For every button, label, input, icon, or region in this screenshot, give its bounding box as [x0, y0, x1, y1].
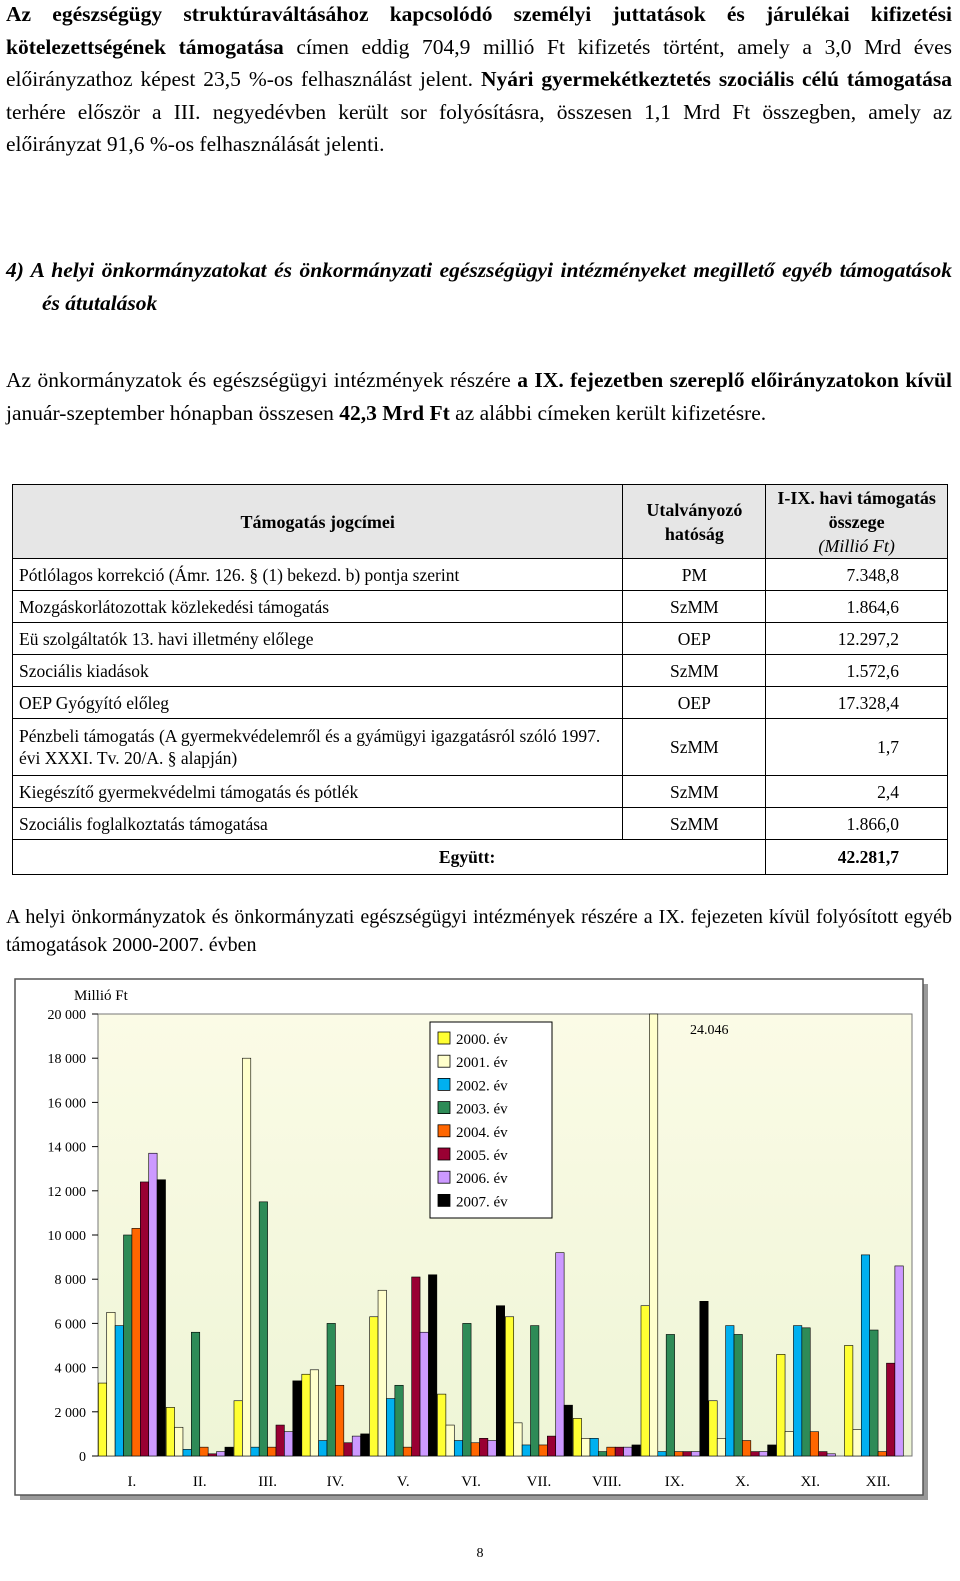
bar — [666, 1334, 674, 1456]
bar — [691, 1452, 699, 1456]
text-span: terhére először a III. negyedévben került sor folyósításra, összesen 1,1 Mrd Ft összegben, amely az előirányzat 91,6 %-os felhasználását jelenti. — [6, 99, 952, 156]
row-amount: 1.866,0 — [766, 808, 948, 840]
bar — [302, 1374, 310, 1456]
bar — [378, 1290, 386, 1456]
bar — [870, 1330, 878, 1456]
bar — [598, 1452, 606, 1456]
y-tick-label: 20 000 — [47, 1008, 86, 1023]
bar — [370, 1317, 378, 1456]
paragraph-summary — [6, 0, 952, 161]
page-number: 8 — [476, 1546, 484, 1561]
row-label: Pénzbeli támogatás (A gyermekvédelemről és a gyámügyi igazgatásról szóló 1997. évi XXXI. Tv. 20/A. § alapján) — [13, 719, 623, 776]
text-span: január-szeptember hónapban összesen — [6, 400, 340, 425]
bar — [361, 1434, 369, 1456]
bar — [547, 1436, 555, 1456]
bar — [531, 1326, 539, 1456]
row-amount: 7.348,8 — [766, 559, 948, 591]
legend-swatch — [438, 1102, 450, 1114]
total-amount: 42.281,7 — [766, 840, 948, 875]
bar — [878, 1452, 886, 1456]
x-tick-label: XII. — [865, 1474, 891, 1490]
bar — [742, 1441, 750, 1456]
legend-entry: 2000. év — [456, 1032, 508, 1048]
bar — [310, 1370, 318, 1456]
bar — [471, 1443, 479, 1456]
y-tick-label: 2 000 — [54, 1405, 86, 1421]
row-amount: 1.572,6 — [766, 655, 948, 687]
row-authority: SzMM — [623, 591, 766, 623]
bar — [649, 1014, 657, 1456]
annotation-label: 24.046 — [690, 1023, 729, 1038]
bar — [886, 1363, 894, 1456]
row-amount: 17.328,4 — [766, 687, 948, 719]
row-authority: SzMM — [623, 808, 766, 840]
bold-phrase-summer-meals: Nyári gyermekétkeztetés szociális célú támogatása — [480, 67, 952, 91]
header-amount-label: I-IX. havi támogatás összege — [777, 487, 936, 532]
bar — [446, 1425, 454, 1456]
y-tick-label: 0 — [79, 1450, 86, 1465]
bar — [709, 1401, 717, 1456]
table-header-row — [13, 485, 948, 559]
bar — [140, 1182, 148, 1456]
bar — [352, 1436, 360, 1456]
row-authority: SzMM — [623, 719, 766, 776]
bar — [632, 1445, 640, 1456]
bar — [700, 1301, 708, 1456]
row-authority: OEP — [623, 687, 766, 719]
bar — [412, 1277, 420, 1456]
row-label: Mozgáskorlátozottak közlekedési támogatás — [13, 591, 623, 623]
row-amount: 12.297,2 — [766, 623, 948, 655]
bar — [225, 1447, 233, 1456]
bar — [810, 1432, 818, 1456]
header-amount — [766, 485, 948, 559]
row-label: Eü szolgáltatók 13. havi illetmény előlege — [13, 623, 623, 655]
x-tick-label: II. — [192, 1474, 207, 1490]
bar — [107, 1312, 115, 1456]
row-label: Szociális foglalkoztatás támogatása — [13, 808, 623, 840]
bar — [183, 1449, 191, 1456]
text-span: Az önkormányzatok és egészségügyi intézmények részére — [6, 368, 518, 392]
y-tick-label: 14 000 — [47, 1140, 86, 1156]
bar — [802, 1328, 810, 1456]
bar — [844, 1346, 852, 1457]
bar — [827, 1454, 835, 1456]
row-authority: PM — [623, 559, 766, 591]
y-tick-label: 10 000 — [47, 1229, 86, 1244]
bar — [505, 1317, 513, 1456]
table-row — [13, 655, 948, 687]
header-authority: Utalványozó hatóság — [623, 485, 766, 559]
bar — [556, 1253, 564, 1456]
bar — [819, 1452, 827, 1456]
bar — [895, 1266, 903, 1456]
bar — [115, 1326, 123, 1456]
legend-swatch — [438, 1194, 450, 1206]
row-authority: SzMM — [623, 776, 766, 808]
bar — [335, 1385, 343, 1456]
x-tick-label: IX. — [664, 1474, 685, 1490]
x-tick-label: V. — [396, 1474, 410, 1490]
text-span: az alábbi címeken került kifizetésre. — [449, 400, 767, 425]
y-axis-label: Millió Ft — [74, 988, 128, 1004]
bar — [514, 1423, 522, 1456]
bar — [166, 1407, 174, 1456]
bar — [777, 1354, 785, 1456]
bar — [658, 1452, 666, 1456]
bar — [437, 1394, 445, 1456]
bar — [344, 1443, 352, 1456]
legend-entry: 2003. év — [456, 1101, 508, 1118]
table-row — [13, 719, 948, 776]
bar — [395, 1385, 403, 1456]
legend-swatch — [438, 1078, 450, 1090]
bar — [284, 1432, 292, 1456]
bar — [132, 1228, 140, 1456]
row-label: Kiegészítő gyermekvédelmi támogatás és pótlék — [13, 776, 623, 808]
header-title: Támogatás jogcímei — [13, 485, 623, 559]
bar — [420, 1332, 428, 1456]
legend-entry: 2006. év — [456, 1171, 508, 1188]
bar — [564, 1405, 572, 1456]
bar — [157, 1180, 165, 1456]
bar — [853, 1429, 861, 1456]
bar — [268, 1447, 276, 1456]
bar — [242, 1058, 250, 1456]
bold-phrase-structural-change: Az egészségügy struktúraváltásához kapcsolódó személyi juttatások és járulékai kifizetési kötelezettségének támogatása — [6, 2, 952, 59]
x-tick-label: XI. — [800, 1474, 821, 1490]
bar — [615, 1447, 623, 1456]
row-authority: SzMM — [623, 655, 766, 687]
legend-swatch — [438, 1125, 450, 1137]
bar — [327, 1323, 335, 1456]
bar — [590, 1438, 598, 1456]
bar — [217, 1452, 225, 1456]
x-tick-label: IV. — [326, 1474, 345, 1490]
table-row — [13, 808, 948, 840]
bar — [479, 1438, 487, 1456]
y-tick-label: 12 000 — [47, 1184, 86, 1200]
x-tick-label: X. — [735, 1474, 750, 1490]
legend-swatch — [438, 1055, 450, 1067]
support-table — [12, 484, 948, 875]
row-amount: 1.864,6 — [766, 591, 948, 623]
legend-swatch — [438, 1148, 450, 1160]
bold-phrase: a IX. fejezetben szereplő előirányzatokon kívül — [517, 368, 952, 392]
bar — [463, 1323, 471, 1456]
chart-container — [14, 978, 934, 1508]
bar — [124, 1235, 132, 1456]
legend-box — [430, 1022, 552, 1218]
bar — [191, 1332, 199, 1456]
bar — [683, 1452, 691, 1456]
table-row — [13, 687, 948, 719]
row-amount: 1,7 — [766, 719, 948, 776]
bar — [861, 1255, 869, 1456]
bar — [726, 1326, 734, 1456]
legend-entry: 2002. év — [456, 1078, 508, 1095]
bar — [641, 1306, 649, 1456]
table-total-row — [13, 840, 948, 875]
bar — [751, 1452, 759, 1456]
row-label: OEP Gyógyító előleg — [13, 687, 623, 719]
bar — [624, 1447, 632, 1456]
legend-swatch — [438, 1032, 450, 1044]
legend-entry: 2005. év — [456, 1148, 508, 1164]
bar — [539, 1445, 547, 1456]
legend-entry: 2001. év — [456, 1055, 508, 1072]
bar — [403, 1447, 411, 1456]
bold-amount: 42,3 Mrd Ft — [339, 400, 450, 425]
x-tick-label: III. — [258, 1474, 277, 1490]
row-label: Pótlólagos korrekció (Ámr. 126. § (1) bekezd. b) pontja szerint — [13, 559, 623, 591]
table-body — [13, 559, 948, 875]
y-tick-label: 8 000 — [54, 1273, 86, 1289]
bar — [454, 1441, 462, 1456]
bar — [734, 1334, 742, 1456]
table-row — [13, 776, 948, 808]
bar — [200, 1447, 208, 1456]
bar — [428, 1275, 436, 1456]
bar — [785, 1432, 793, 1456]
row-authority: OEP — [623, 623, 766, 655]
y-tick-label: 18 000 — [47, 1052, 86, 1068]
table-row — [13, 623, 948, 655]
legend-swatch — [438, 1171, 450, 1183]
bar — [208, 1454, 216, 1456]
table-row — [13, 559, 948, 591]
y-tick-label: 4 000 — [54, 1361, 86, 1377]
bar — [759, 1452, 767, 1456]
y-tick-label: 16 000 — [47, 1096, 86, 1112]
text-span: címen eddig 704,9 millió Ft kifizetés történt, amely a 3,0 Mrd éves előirányzathoz képest 23,5 %-os felhasználást jelent. — [6, 34, 952, 91]
bar — [488, 1441, 496, 1456]
legend-entry: 2007. év — [456, 1194, 508, 1211]
total-label: Együtt: — [13, 840, 766, 875]
bar — [573, 1418, 581, 1456]
bar-chart — [14, 978, 934, 1508]
bar — [98, 1383, 106, 1456]
bar — [276, 1425, 284, 1456]
section-heading-text: 4) A helyi önkormányzatokat és önkormányzati egészségügyi intézményeket megillető egyéb támogatások és átutalások — [6, 258, 952, 315]
chart-caption: A helyi önkormányzatok és önkormányzati egészségügyi intézmények részére a IX. fejezeten kívül folyósított egyéb támogatások 2000-2007. évben — [6, 906, 952, 956]
bar — [675, 1452, 683, 1456]
x-tick-label: VIII. — [591, 1474, 622, 1490]
bar — [768, 1445, 776, 1456]
bar — [386, 1399, 394, 1456]
bar — [717, 1438, 725, 1456]
bar — [251, 1447, 259, 1456]
legend-entry: 2004. év — [456, 1124, 508, 1141]
paragraph-intro — [6, 364, 952, 429]
x-tick-label: VI. — [461, 1474, 481, 1490]
bar — [234, 1401, 242, 1456]
row-amount: 2,4 — [766, 776, 948, 808]
bar — [319, 1441, 327, 1456]
bar — [522, 1445, 530, 1456]
x-tick-label: VII. — [526, 1474, 552, 1490]
bar — [793, 1326, 801, 1456]
bar — [582, 1438, 590, 1456]
bar — [149, 1153, 157, 1456]
section-heading — [6, 254, 952, 319]
y-tick-label: 6 000 — [54, 1317, 86, 1333]
table-row — [13, 591, 948, 623]
header-amount-unit: (Millió Ft) — [818, 535, 895, 556]
bar — [293, 1381, 301, 1456]
bar — [496, 1306, 504, 1456]
x-tick-label: I. — [127, 1474, 137, 1490]
bar — [607, 1447, 615, 1456]
bar — [259, 1202, 267, 1456]
row-label: Szociális kiadások — [13, 655, 623, 687]
bar — [175, 1427, 183, 1456]
